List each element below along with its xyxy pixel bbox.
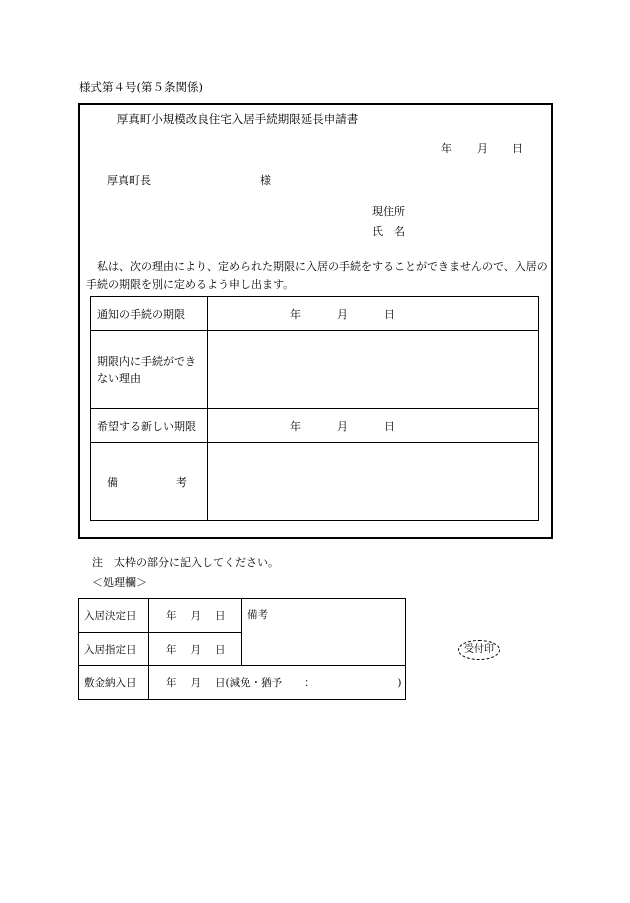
remarks-label: 備 考 bbox=[91, 443, 208, 521]
move-in-decision-label: 入居決定日 bbox=[79, 599, 149, 633]
notice-deadline-field[interactable] bbox=[208, 297, 539, 331]
processing-remarks[interactable]: 備考 bbox=[242, 599, 406, 666]
header-date-month: 月 bbox=[477, 142, 488, 155]
table-row bbox=[91, 443, 539, 521]
table-row bbox=[91, 297, 539, 331]
statement-text: 私は、次の理由により、定められた期限に入居の手続をすることができませんので、入居の手続の期限を別に定めるよう申し出ます。 bbox=[86, 260, 548, 291]
header-date-year: 年 bbox=[441, 142, 452, 155]
form-number: 様式第４号(第５条関係) bbox=[79, 80, 203, 94]
address-label: 現住所 bbox=[372, 205, 405, 218]
note: 注 太枠の部分に記入してください。 bbox=[92, 556, 279, 569]
new-deadline-day: 日 bbox=[384, 419, 395, 433]
processing-table bbox=[78, 598, 406, 700]
deposit-paid-date[interactable]: 年 月 日(減免・猶予 ： ) bbox=[149, 666, 406, 700]
table-row bbox=[91, 331, 539, 409]
application-statement bbox=[86, 258, 548, 294]
new-deadline-label: 希望する新しい期限 bbox=[91, 409, 208, 443]
notice-deadline-month: 月 bbox=[337, 307, 348, 321]
deposit-paid-label: 敷金納入日 bbox=[79, 666, 149, 700]
notice-deadline-year: 年 bbox=[290, 307, 301, 321]
new-deadline-field[interactable] bbox=[208, 409, 539, 443]
move-in-decision-date[interactable]: 年 月 日 bbox=[149, 599, 242, 633]
notice-deadline-label: 通知の手続の期限 bbox=[91, 297, 208, 331]
name-label: 氏 名 bbox=[372, 225, 405, 238]
addressee-name: 厚真町長 bbox=[107, 174, 151, 187]
move-in-designated-date[interactable]: 年 月 日 bbox=[149, 633, 242, 666]
remarks-field[interactable] bbox=[208, 443, 539, 521]
reception-stamp: 受付印 bbox=[458, 640, 500, 660]
move-in-designated-label: 入居指定日 bbox=[79, 633, 149, 666]
reason-field[interactable] bbox=[208, 331, 539, 409]
processing-heading: ＜処理欄＞ bbox=[92, 576, 147, 589]
new-deadline-year: 年 bbox=[290, 419, 301, 433]
header-date-day: 日 bbox=[512, 142, 523, 155]
table-row bbox=[79, 666, 406, 700]
application-table bbox=[90, 296, 539, 521]
notice-deadline-day: 日 bbox=[384, 307, 395, 321]
table-row bbox=[91, 409, 539, 443]
reason-label: 期限内に手続ができない理由 bbox=[91, 331, 208, 409]
form-title: 厚真町小規模改良住宅入居手続期限延長申請書 bbox=[116, 112, 359, 126]
table-row bbox=[79, 599, 406, 633]
addressee-honorific: 様 bbox=[260, 174, 271, 187]
new-deadline-month: 月 bbox=[337, 419, 348, 433]
